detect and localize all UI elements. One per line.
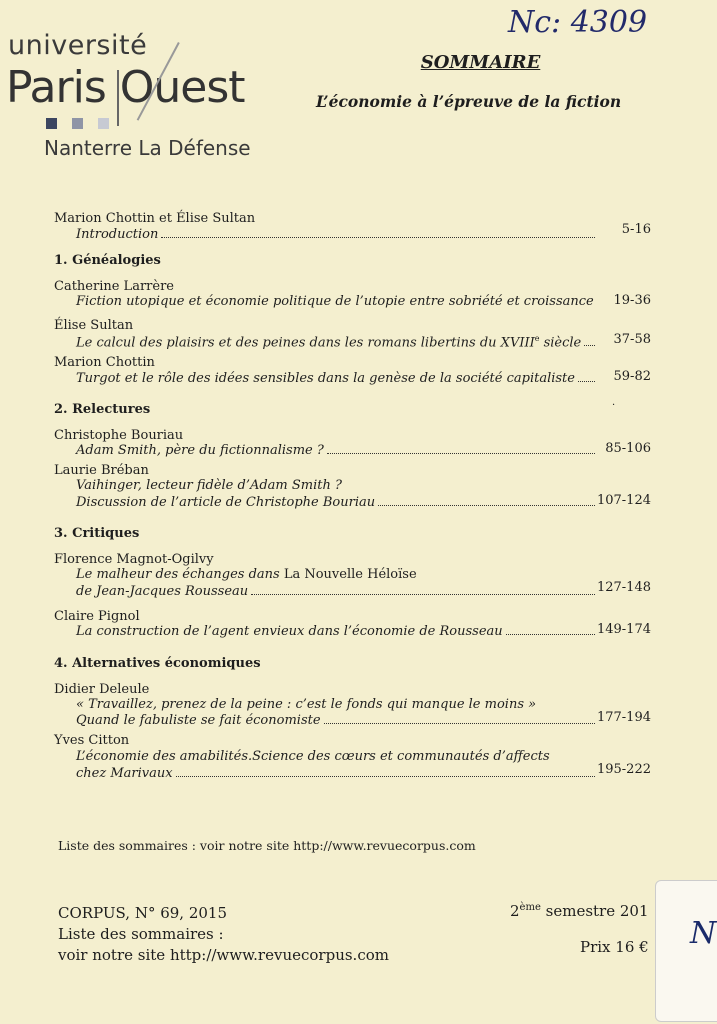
entry-pages: 149-174 [596,622,651,637]
handwritten-code: Nc: 4309 [508,5,648,40]
section-heading-2: 2. Relectures [54,402,151,417]
entry-title-line2: chez Marivaux [76,766,598,781]
list-note: Liste des sommaires : voir notre site http://www.revuecorpus.com [58,838,476,853]
logo-divider [117,70,119,126]
entry-author: Christophe Bouriau [54,428,184,443]
entry-author: Yves Citton [54,733,130,748]
entry-author: Laurie Bréban [54,463,149,478]
logo-name-left: Paris [6,62,106,113]
section-heading-3: 3. Critiques [54,526,140,541]
corpus-site: voir notre site http://www.revuecorpus.com [58,946,389,964]
entry-author: Florence Magnot-Ogilvy [54,552,214,567]
entry-title-line1: Vaihinger, lecteur fidèle d’Adam Smith ? [76,478,342,493]
semester: 2ème semestre 201 [510,902,649,920]
intro-title: Introduction [76,227,598,242]
section-heading-1: 1. Généalogies [54,253,161,268]
entry-pages: 19-36 [613,293,651,308]
logo-square-light [98,118,109,129]
entry-author: Claire Pignol [54,609,140,624]
intro-pages: 5-16 [621,222,651,237]
section-heading-4: 4. Alternatives économiques [54,656,261,671]
page-title: SOMMAIRE [420,52,541,73]
intro-authors: Marion Chottin et Élise Sultan [54,211,256,226]
entry-title: Fiction utopique et économie politique de l’utopie entre sobriété et croissance [76,294,594,309]
handwritten-corner-mark: N [690,916,717,951]
entry-pages: 177-194 [596,710,651,725]
entry-pages: 85-106 [605,441,651,456]
corpus-issue: CORPUS, N° 69, 2015 [58,904,228,922]
entry-pages: 37-58 [613,332,651,347]
entry-pages: 107-124 [596,493,651,508]
entry-title-line1: « Travaillez, prenez de la peine : c’est le fonds qui manque le moins » [76,697,537,712]
entry-title: La construction de l’agent envieux dans l’économie de Rousseau [76,624,598,639]
price: Prix 16 € [580,938,649,956]
entry-title-line1: L’économie des amabilités.Science des cœurs et communautés d’affects [76,749,550,764]
logo-subtitle: Nanterre La Défense [44,136,251,160]
logo-name-right: Ouest [119,62,245,113]
logo-university-text: université [8,30,148,61]
entry-author: Élise Sultan [54,318,134,333]
entry-pages: 59-82 [613,369,651,384]
entry-pages: 127-148 [596,580,651,595]
sticker-label [655,880,717,1022]
entry-title-line2: Quand le fabuliste se fait économiste [76,713,598,728]
entry-pages: 195-222 [596,762,651,777]
entry-title-line2: Discussion de l’article de Christophe Bouriau [76,495,598,510]
entry-title-line2: de Jean-Jacques Rousseau [76,584,598,599]
entry-title: Turgot et le rôle des idées sensibles dans la genèse de la société capitaliste [76,371,598,386]
logo-square-dark [46,118,57,129]
page-subtitle: L’économie à l’épreuve de la fiction [316,92,622,111]
entry-author: Catherine Larrère [54,279,174,294]
entry-author: Didier Deleule [54,682,150,697]
corpus-list-label: Liste des sommaires : [58,925,224,943]
corpus-info [58,903,389,966]
entry-author: Marion Chottin [54,355,155,370]
logo-square-mid [72,118,83,129]
entry-title: Le calcul des plaisirs et des peines dans les romans libertins du XVIIIe siècle [76,334,598,350]
entry-title-line1: Le malheur des échanges dans La Nouvelle Héloïse [76,567,417,582]
stray-mark: · [612,400,616,411]
entry-title: Adam Smith, père du fictionnalisme ? [76,443,598,458]
